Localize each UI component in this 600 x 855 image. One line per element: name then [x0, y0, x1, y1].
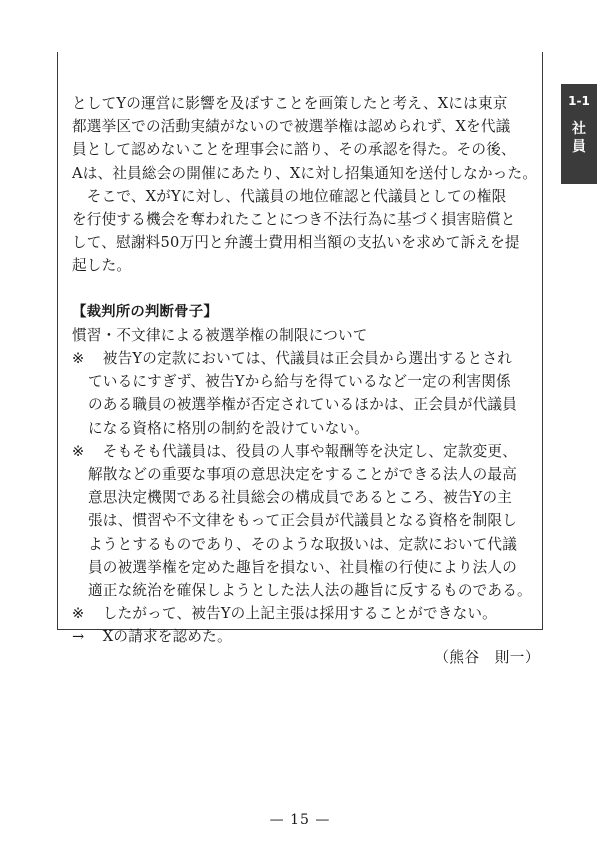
arrow-mark: →	[72, 628, 85, 646]
note-mark: ※	[72, 350, 85, 368]
text-line: 員として認めないことを理事会に諮り、その承認を得た。その後、	[72, 141, 516, 159]
spacer	[72, 278, 534, 301]
case-content	[72, 92, 538, 649]
note-text: 被告Yの定款においては、代議員は正会員から選出するとされ	[88, 350, 513, 368]
judgment-note-2	[72, 440, 534, 602]
facts-paragraph-1	[72, 92, 538, 185]
section-subheading: 慣習・不文律による被選挙権の制限について	[72, 326, 368, 344]
section-heading: 【裁判所の判断骨子】	[72, 303, 218, 320]
author-credit: （熊谷 則一）	[434, 649, 540, 666]
note-first-line	[72, 440, 534, 463]
facts-paragraph-2	[72, 185, 534, 278]
judgment-note-1	[72, 347, 534, 440]
note-text: 意思決定機関である社員総会の構成員であるところ、被告Yの主	[88, 489, 513, 507]
text-line: 起した。	[72, 257, 132, 275]
note-text: そもそも代議員は、役員の人事や報酬等を決定し、定款変更、	[88, 442, 518, 460]
page-number: — 15 —	[269, 812, 331, 828]
note-text: 員の被選挙権を定めた趣旨を損ない、社員権の行使により法人の	[88, 558, 518, 576]
text-line: して、慰謝料50万円と弁護士費用相当額の支払いを求めて訴えを提	[72, 234, 520, 252]
text-line: 都選挙区での活動実績がないので被選挙権は認められず、Xを代議	[72, 118, 511, 136]
note-first-line	[72, 602, 534, 625]
note-text: ているにすぎず、被告Yから給与を得ているなど一定の利害関係	[88, 373, 511, 391]
note-mark: ※	[72, 442, 85, 460]
chapter-tab-number: 1-1	[568, 94, 590, 108]
chapter-tab	[561, 84, 597, 184]
text-line: としてYの運営に影響を及ぼすことを画策したと考え、Xには東京	[72, 95, 508, 112]
judgment-note-3	[72, 602, 534, 625]
chapter-tab-label: 社員	[572, 121, 586, 155]
note-mark: ※	[72, 605, 85, 623]
note-text: 適正な統治を確保しようとした法人法の趣旨に反するものである。	[88, 581, 532, 599]
note-text: になる資格に格別の制約を設けていない。	[88, 419, 370, 437]
note-text: ようとするものであり、そのような取扱いは、定款において代議	[88, 535, 518, 553]
note-first-line	[72, 347, 534, 370]
text-line: Aは、社員総会の開催にあたり、Xに対し招集通知を送付しなかった。	[72, 164, 538, 182]
note-text: したがって、被告Yの上記主張は採用することができない。	[88, 605, 497, 623]
note-text: 解散などの重要な事項の意思決定をすることができる法人の最高	[88, 466, 518, 483]
text-line: そこで、XがYに対し、代議員の地位確認と代議員としての権限	[72, 187, 507, 205]
note-text: 張は、慣習や不文律をもって正会員が代議員となる資格を制限し	[88, 512, 518, 530]
note-text: のある職員の被選挙権が否定されているほかは、正会員が代議員	[88, 396, 518, 414]
text-line: を行使する機会を奪われたことにつき不法行為に基づく損害賠償と	[72, 210, 516, 228]
conclusion-text: Xの請求を認めた。	[88, 628, 232, 646]
